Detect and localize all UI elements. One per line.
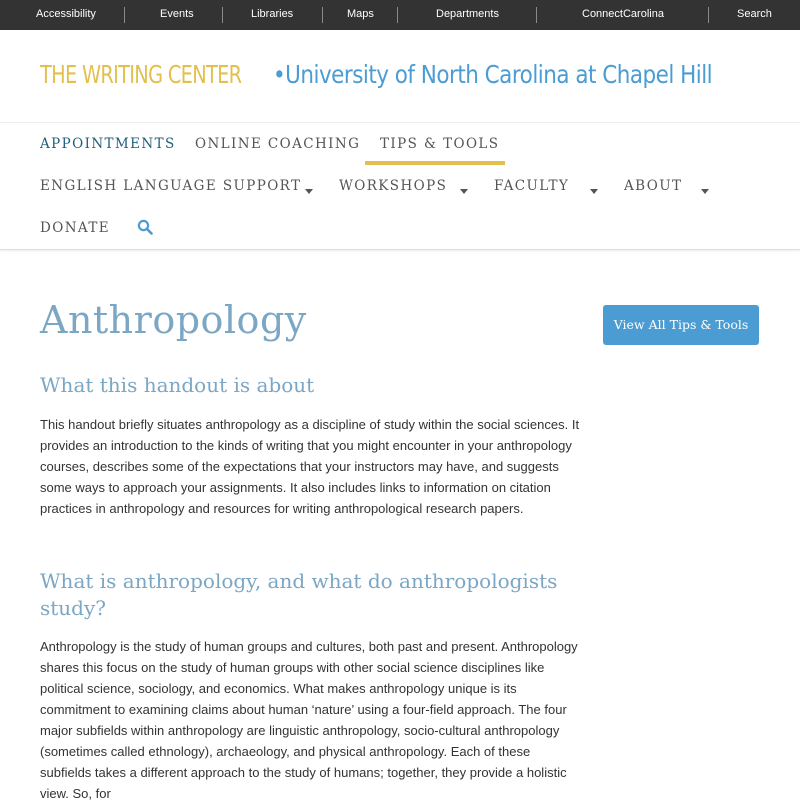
utility-link-search[interactable]: Search [737, 8, 772, 20]
nav-faculty[interactable]: FACULTY [494, 178, 570, 194]
nav-tips-tools[interactable]: TIPS & TOOLS [380, 136, 500, 152]
nav-english-language-support[interactable]: ENGLISH LANGUAGE SUPPORT [40, 178, 302, 194]
nav-online-coaching[interactable]: ONLINE COACHING [195, 136, 361, 152]
site-header [0, 30, 800, 123]
nav-workshops[interactable]: WORKSHOPS [339, 178, 448, 194]
utility-bar [0, 0, 800, 30]
utility-separator [322, 7, 323, 23]
section-paragraph: This handout briefly situates anthropology as a discipline of study within the social sciences. It provides an introduction to the kinds of writing that you might encounter in your anthropology courses, describes some of the expectations that your instructors may have, and suggests some ways to approach your assignments. It also includes links to information on citation practices in anthropology and resources for writing anthropological research papers. [40, 417, 580, 516]
utility-separator [397, 7, 398, 23]
utility-link-departments[interactable]: Departments [436, 8, 499, 20]
section-paragraph: Anthropology is the study of human groups and cultures, both past and present. Anthropology shares this focus on the study of human groups with other social science disciplines like political science, sociology, and economics. What makes anthropology unique is its commitment to examining claims about human ‘nature’ using a four-field approach. The four major subfields within anthropology are linguistic anthropology, socio-cultural anthropology (sometimes called ethnology), archaeology, and physical anthropology. Each of these subfields takes a different approach to the study of humans; together, they provide a holistic view. So, for [40, 639, 578, 800]
site-logo[interactable] [40, 60, 713, 89]
nav-active-underline [365, 161, 505, 165]
utility-link-maps[interactable]: Maps [347, 8, 374, 20]
utility-link-libraries[interactable]: Libraries [251, 8, 294, 20]
nav-about[interactable]: ABOUT [624, 178, 683, 194]
utility-link-events[interactable]: Events [160, 8, 194, 20]
view-all-tips-tools-button[interactable]: View All Tips & Tools [603, 305, 759, 345]
main-nav [0, 123, 800, 250]
utility-link-accessibility[interactable]: Accessibility [36, 8, 96, 20]
logo-writing-center: THE WRITING CENTER [40, 60, 242, 89]
page-title: Anthropology [40, 298, 307, 342]
utility-separator [708, 7, 709, 23]
utility-link-connectcarolina[interactable]: ConnectCarolina [582, 8, 664, 20]
logo-bullet: • [273, 60, 286, 89]
logo-university-name: University of North Carolina at Chapel Hill [285, 60, 713, 89]
nav-appointments[interactable]: APPOINTMENTS [40, 136, 176, 152]
chevron-down-icon[interactable] [305, 189, 313, 194]
utility-separator [222, 7, 223, 23]
nav-donate[interactable]: DONATE [40, 220, 110, 236]
chevron-down-icon[interactable] [701, 189, 709, 194]
chevron-down-icon[interactable] [590, 189, 598, 194]
section-heading: What this handout is about [40, 373, 315, 397]
utility-separator [536, 7, 537, 23]
search-icon[interactable] [137, 219, 153, 235]
section-heading: What is anthropology, and what do anthropologists study? [40, 569, 558, 620]
chevron-down-icon[interactable] [460, 189, 468, 194]
logo-university [273, 60, 712, 89]
utility-separator [124, 7, 125, 23]
